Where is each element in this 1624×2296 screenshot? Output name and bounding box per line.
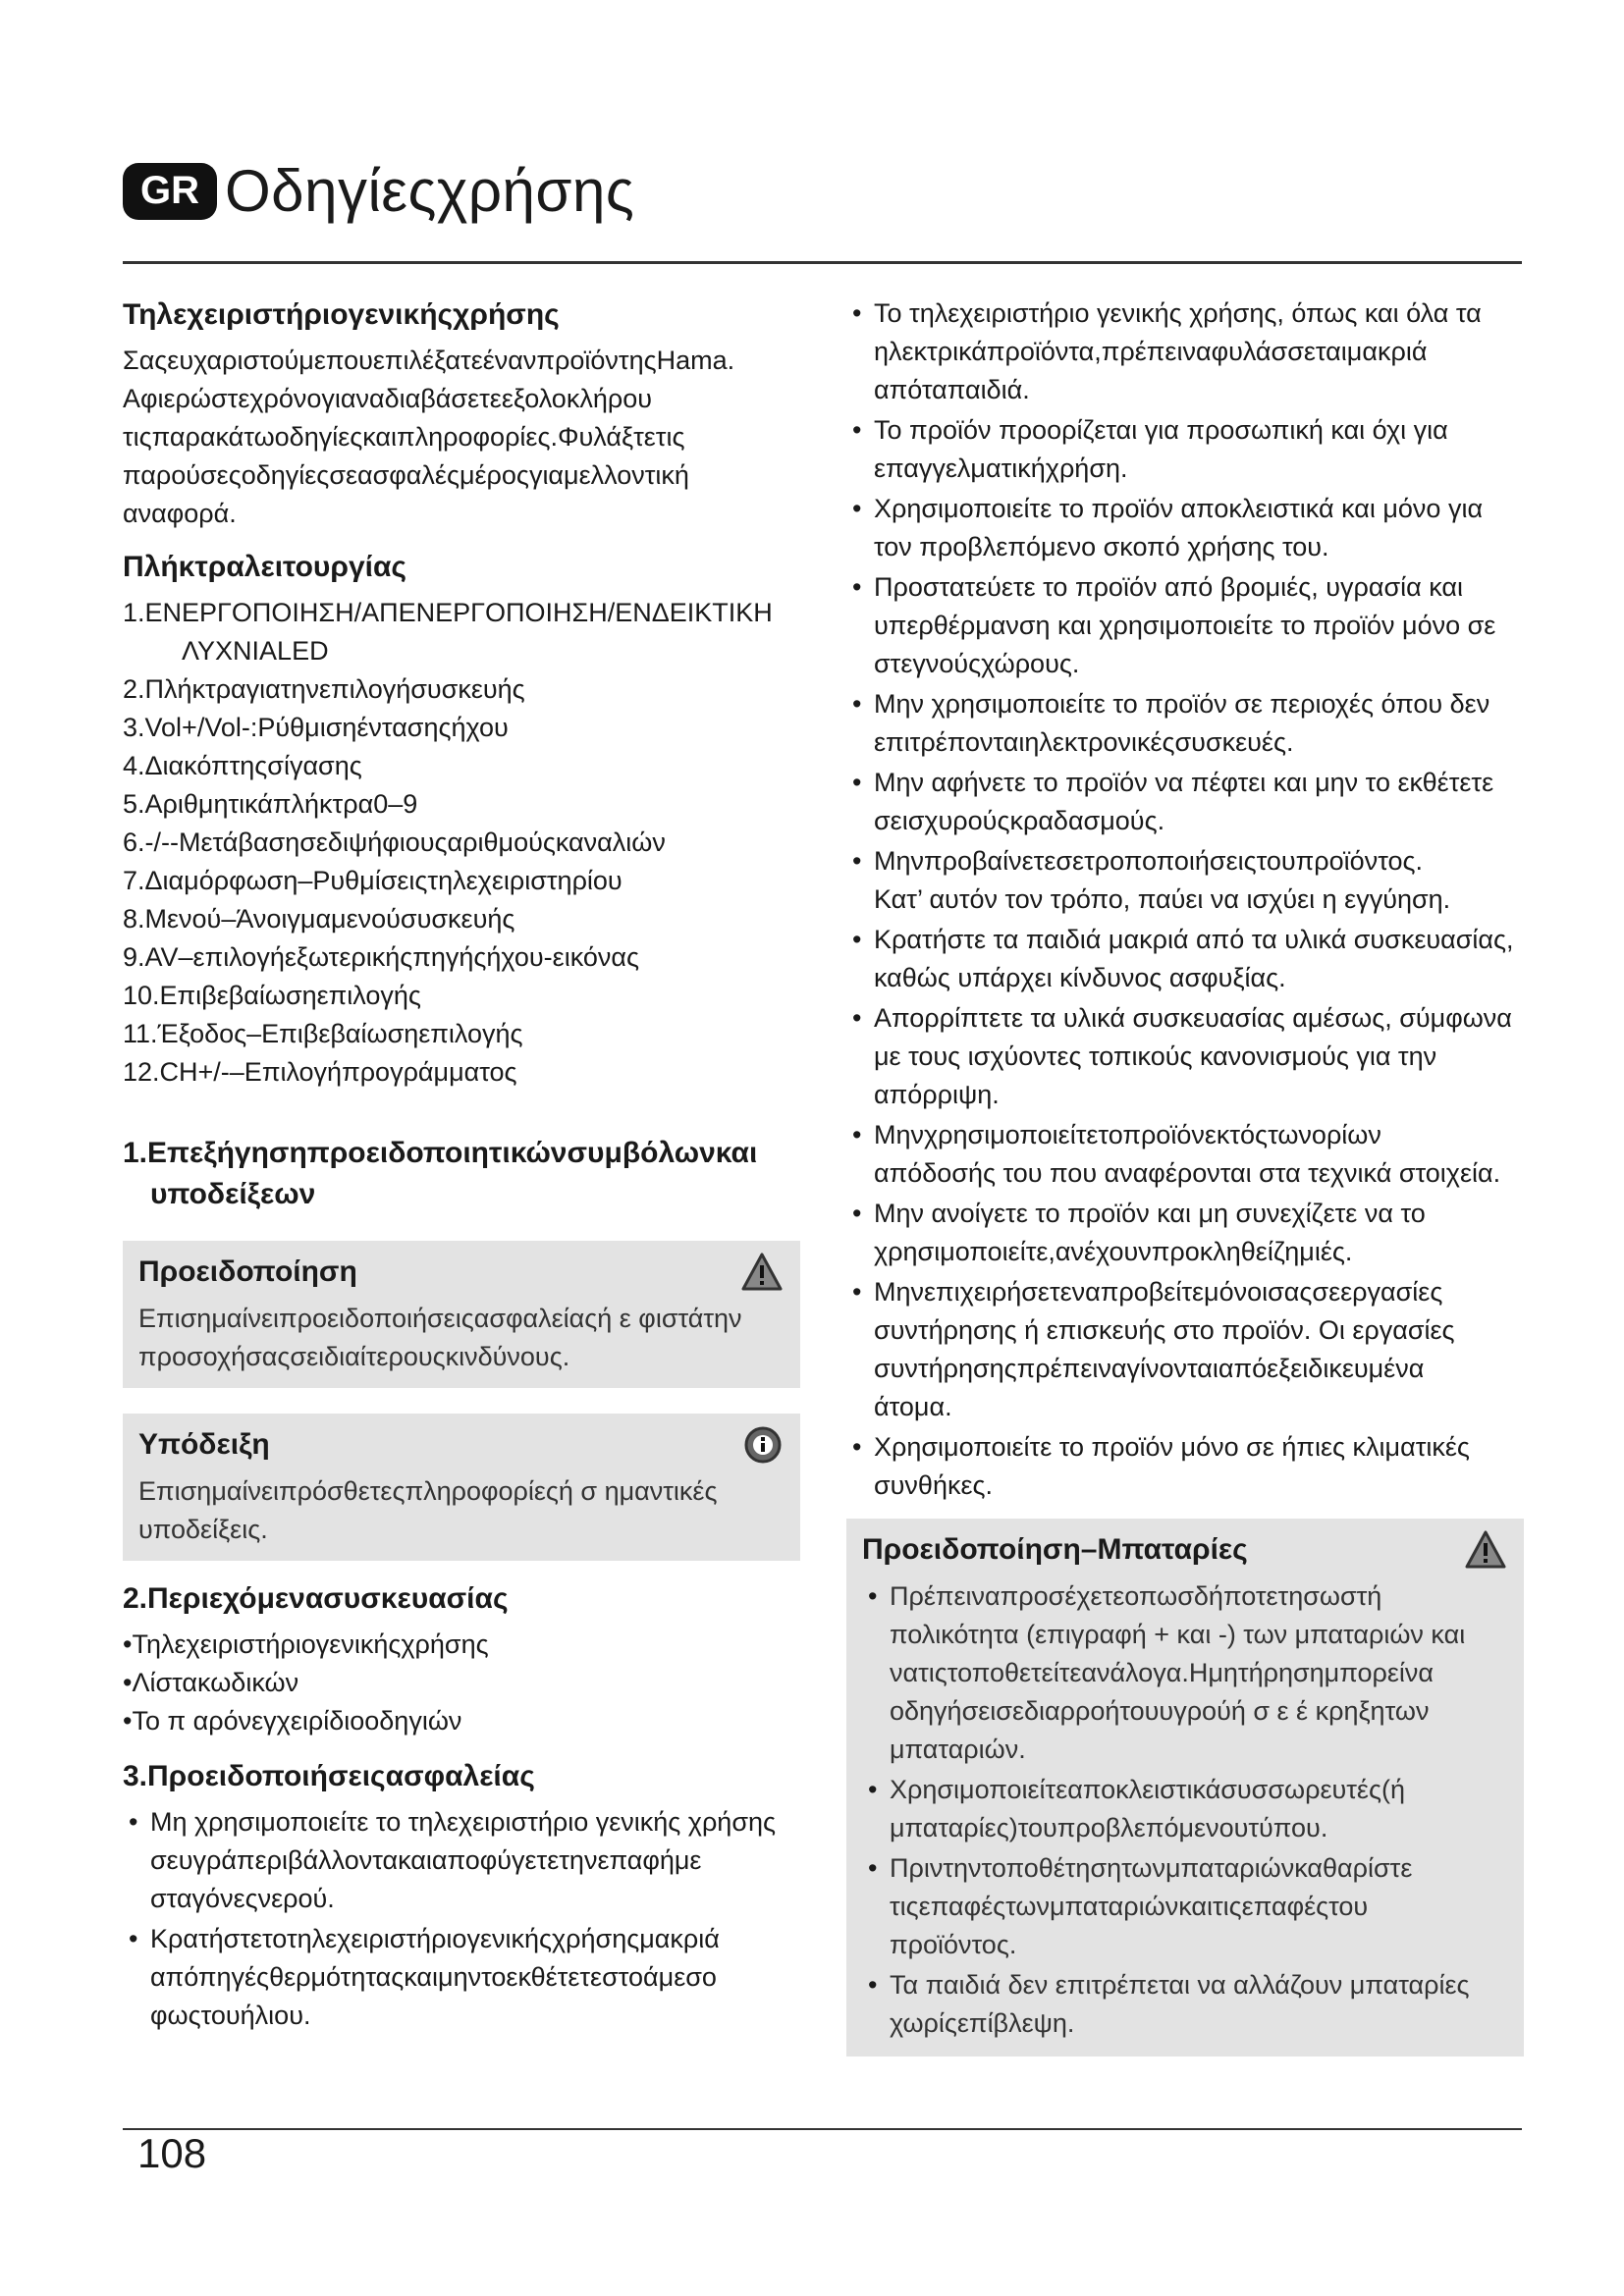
list-item-line: • Πριντηντοποθέτησητωνμπαταριώνκαθαρίστε <box>890 1853 1413 1883</box>
list-item-line: άτομα. <box>874 1392 952 1421</box>
list-item: 6.-/--Μετάβασησεδιψήφιουςαριθμούςκαναλιών <box>123 828 666 857</box>
warning-triangle-icon <box>1465 1530 1506 1570</box>
list-item-line: καθώς υπάρχει κίνδυνος ασφυξίας. <box>874 963 1286 992</box>
warning-box-title: Προειδοποίηση <box>138 1255 357 1288</box>
list-item-line: • Μη χρησιμοποιείτε το τηλεχειριστήριο γενικής χρήσης <box>150 1807 777 1837</box>
intro-line: ΣαςευχαριστούμεπουεπιλέξατεένανπροϊόντηςHama. <box>123 346 735 375</box>
list-item-line: σευγράπεριβάλλοντακαιαποφύγετετηνεπαφήμε <box>150 1845 702 1875</box>
list-item <box>123 1803 800 1918</box>
section1-heading-line: 1.Επεξήγησηπροειδοποιητικώνσυμβόλωνκαι <box>123 1137 758 1169</box>
list-item <box>862 1771 1508 1847</box>
list-item-line: χρησιμοποιείτε,ανέχουνπροκληθείζημιές. <box>874 1237 1353 1266</box>
list-item <box>862 1577 1508 1769</box>
list-item <box>846 411 1524 488</box>
list-item-line: στεγνούςχώρους. <box>874 649 1080 678</box>
battery-warning-box <box>846 1519 1524 2056</box>
list-item <box>846 1273 1524 1426</box>
list-item-line: • Μηνχρησιμοποιείτετοπροϊόνεκτόςτωνορίων <box>874 1120 1381 1149</box>
warning-triangle-icon <box>741 1253 783 1292</box>
list-item-line: προϊόντος. <box>890 1930 1017 1959</box>
note-box <box>123 1414 800 1561</box>
language-badge: GR <box>123 163 217 220</box>
note-box-line: υποδείξεις. <box>138 1515 268 1544</box>
list-item-line: νατιςτοποθετείτεανάλογα.Ημητήρησημπορείνα <box>890 1658 1434 1687</box>
list-item: 10.Επιβεβαίωσηεπιλογής <box>123 981 421 1010</box>
list-item-line: απόταπαιδιά. <box>874 375 1030 404</box>
list-item: •Λίστακωδικών <box>123 1668 299 1697</box>
list-item-line: απόδοσής του που αναφέρονται στα τεχνικά στοιχεία. <box>874 1158 1501 1188</box>
list-item <box>846 294 1524 409</box>
list-item <box>846 764 1524 840</box>
list-item: 3.Vol+/Vol-:Ρύθμισηέντασηςήχου <box>123 713 509 742</box>
intro-line: τιςπαρακάτωοδηγίεςκαιπληροφορίες.Φυλάξτετις <box>123 422 685 452</box>
list-item: ΛΥΧΝΙΑLED <box>182 636 329 666</box>
list-item-line: • Πρέπειναπροσέχετεοπωσδήποτετησωστή <box>890 1581 1382 1611</box>
list-item <box>846 490 1524 566</box>
list-item <box>862 1849 1508 1964</box>
list-item: 1.ΕΝΕΡΓΟΠΟΙΗΣΗ/ΑΠΕΝΕΡΓΟΠΟΙΗΣΗ/ΕΝΔΕΙΚΤΙΚΗ <box>123 598 773 627</box>
document-header <box>123 157 634 225</box>
list-item-line: οδηγήσεισεδιαρροήτουυγρούή σ ε έ κρηξητων <box>890 1696 1430 1726</box>
warning-box-line: προσοχήσαςσειδιαίτερουςκινδύνους. <box>138 1342 570 1371</box>
list-item-line: • Κρατήστε τα παιδιά μακριά από τα υλικά συσκευασίας, <box>874 925 1514 954</box>
intro-line: αναφορά. <box>123 499 237 528</box>
list-item-line: • Μηνεπιχειρήσετεναπροβείτεμόνοισαςσεεργασίες <box>874 1277 1443 1307</box>
list-item-line: • Μην αφήνετε το προϊόν να πέφτει και μην το εκθέτετε <box>874 768 1494 797</box>
list-item <box>846 1428 1524 1505</box>
list-item <box>846 1195 1524 1271</box>
warning-box <box>123 1241 800 1388</box>
list-item: 7.Διαμόρφωση–Ρυθμίσειςτηλεχειριστηρίου <box>123 866 623 895</box>
list-item-line: • Προστατεύετε το προϊόν από βρομιές, υγρασία και <box>874 572 1464 602</box>
list-item <box>846 685 1524 762</box>
warning-box-line: Επισημαίνειπροειδοποιήσειςασφαλείαςή ε φιστάτην <box>138 1304 742 1333</box>
right-column <box>846 294 1524 2074</box>
list-item: 11.Έξοδος–Επιβεβαίωσηεπιλογής <box>123 1019 523 1048</box>
document-title: Οδηγίεςχρήσης <box>225 158 635 224</box>
list-item: 8.Μενού–Άνοιγμαμενούσυσκευής <box>123 904 515 934</box>
list-item: •Το π αρόνεγχειρίδιοοδηγιών <box>123 1706 462 1735</box>
section2-heading: 2.Περιεχόμενασυσκευασίας <box>123 1582 509 1615</box>
list-item-line: • Χρησιμοποιείτε το προϊόν αποκλειστικά και μόνο για <box>874 494 1484 523</box>
list-item-line: • Χρησιμοποιείτε το προϊόν μόνο σε ήπιες κλιματικές <box>874 1432 1470 1462</box>
keys-heading: Πλήκτραλειτουργίας <box>123 551 407 583</box>
page-number: 108 <box>137 2130 207 2176</box>
list-item-line: συνθήκες. <box>874 1470 994 1500</box>
list-item-line: • Χρησιμοποιείτεαποκλειστικάσυσσωρευτές(ή <box>890 1775 1405 1804</box>
list-item-line: • Μην ανοίγετε το προϊόν και μη συνεχίζετε να το <box>874 1199 1426 1228</box>
list-item-line: επαγγελματικήχρήση. <box>874 454 1128 483</box>
list-item-line: ηλεκτρικάπροϊόντα,πρέπειναφυλάσσεταιμακριά <box>874 337 1428 366</box>
list-item <box>846 568 1524 683</box>
list-item <box>846 842 1524 919</box>
list-item: 9.AV–επιλογήεξωτερικήςπηγήςήχου-εικόνας <box>123 942 639 972</box>
list-item-line: • Το τηλεχειριστήριο γενικής χρήσης, όπως και όλα τα <box>874 298 1482 328</box>
list-item-line: φωςτουήλιου. <box>150 2001 311 2030</box>
section1-heading <box>123 1133 800 1215</box>
list-item <box>846 921 1524 997</box>
footer-divider <box>123 2128 1522 2130</box>
safety-list-right <box>846 294 1524 1505</box>
note-box-title: Υπόδειξη <box>138 1428 270 1461</box>
list-item-line: απόρριψη. <box>874 1080 1000 1109</box>
list-item: 2.Πλήκτραγιατηνεπιλογήσυσκευής <box>123 674 525 704</box>
list-item-line: • Απορρίπτετε τα υλικά συσκευασίας αμέσως, σύμφωνα <box>874 1003 1512 1033</box>
list-item-line: • Τα παιδιά δεν επιτρέπεται να αλλάζουν μπαταρίες <box>890 1970 1470 2000</box>
list-item-line: Κατ’ αυτόν τον τρόπο, παύει να ισχύει η εγγύηση. <box>874 884 1451 914</box>
safety-list-left <box>123 1803 800 2035</box>
list-item-line: • Μηνπροβαίνετεσετροποποιήσειςτουπροϊόντος. <box>874 846 1424 876</box>
list-item <box>862 1966 1508 2043</box>
list-item-line: υπερθέρμανση και χρησιμοποιείτε το προϊόν μόνο σε <box>874 611 1496 640</box>
info-icon <box>743 1425 783 1465</box>
list-item: •Τηλεχειριστήριογενικήςχρήσης <box>123 1629 489 1659</box>
intro-heading: Τηλεχειριστήριογενικήςχρήσης <box>123 298 560 331</box>
list-item-line: • Το προϊόν προορίζεται για προσωπική και όχι για <box>874 415 1448 445</box>
list-item-line: συντήρησης ή επισκευής στο προϊόν. Οι εργασίες <box>874 1315 1455 1345</box>
list-item-line: με τους ισχύοντες τοπικούς κανονισμούς για την <box>874 1041 1437 1071</box>
left-column <box>123 294 800 2037</box>
list-item-line: πολικότητα (επιγραφή + και -) των μπαταριών και <box>890 1620 1466 1649</box>
list-item-line: τον προβλεπόμενο σκοπό χρήσης του. <box>874 532 1329 561</box>
list-item: 5.Αριθμητικάπλήκτρα0–9 <box>123 789 418 819</box>
battery-warning-list <box>862 1577 1508 2043</box>
list-item-line: μπαταρίες)τουπροβλεπόμενουτύπου. <box>890 1813 1328 1842</box>
list-item-line: • Μην χρησιμοποιείτε το προϊόν σε περιοχές όπου δεν <box>874 689 1490 719</box>
intro-line: Αφιερώστεχρόνογιαναδιαβάσετεεξολοκλήρου <box>123 384 652 413</box>
intro-paragraph <box>123 342 800 533</box>
list-item-line: συντήρησηςπρέπειναγίνονταιαπόεξειδικευμένα <box>874 1354 1425 1383</box>
list-item-line: • Κρατήστετοτηλεχειριστήριογενικήςχρήσηςμακριά <box>150 1924 720 1953</box>
note-box-line: Επισημαίνειπρόσθετεςπληροφορίεςή σ ημαντικές <box>138 1476 718 1506</box>
list-item <box>123 1920 800 2035</box>
list-item <box>846 1116 1524 1193</box>
section1-heading-line: υποδείξεων <box>150 1178 316 1210</box>
section3-heading: 3.Προειδοποιήσειςασφαλείας <box>123 1760 535 1792</box>
battery-warning-title: Προειδοποίηση–Μπαταρίες <box>862 1533 1248 1566</box>
intro-line: παρούσεςοδηγίεςσεασφαλέςμέροςγιαμελλοντική <box>123 460 689 490</box>
keys-list <box>123 594 800 1092</box>
list-item-line: σταγόνεςνερού. <box>150 1884 335 1913</box>
list-item-line: τιςεπαφέςτωνμπαταριώνκαιτιςεπαφέςτου <box>890 1892 1369 1921</box>
list-item-line: μπαταριών. <box>890 1735 1026 1764</box>
list-item-line: χωρίςεπίβλεψη. <box>890 2008 1075 2038</box>
list-item-line: επιτρέπονταιηλεκτρονικέςσυσκευές. <box>874 727 1294 757</box>
list-item-line: σεισχυρούςκραδασμούς. <box>874 806 1165 835</box>
package-contents-list <box>123 1626 800 1740</box>
list-item: 12.CH+/-–Επιλογήπρογράμματος <box>123 1057 517 1087</box>
list-item <box>846 999 1524 1114</box>
list-item: 4.Διακόπτηςσίγασης <box>123 751 362 780</box>
list-item-line: απόπηγέςθερμότηταςκαιμηντοεκθέτετεστοάμεσο <box>150 1962 717 1992</box>
header-divider <box>123 261 1522 264</box>
